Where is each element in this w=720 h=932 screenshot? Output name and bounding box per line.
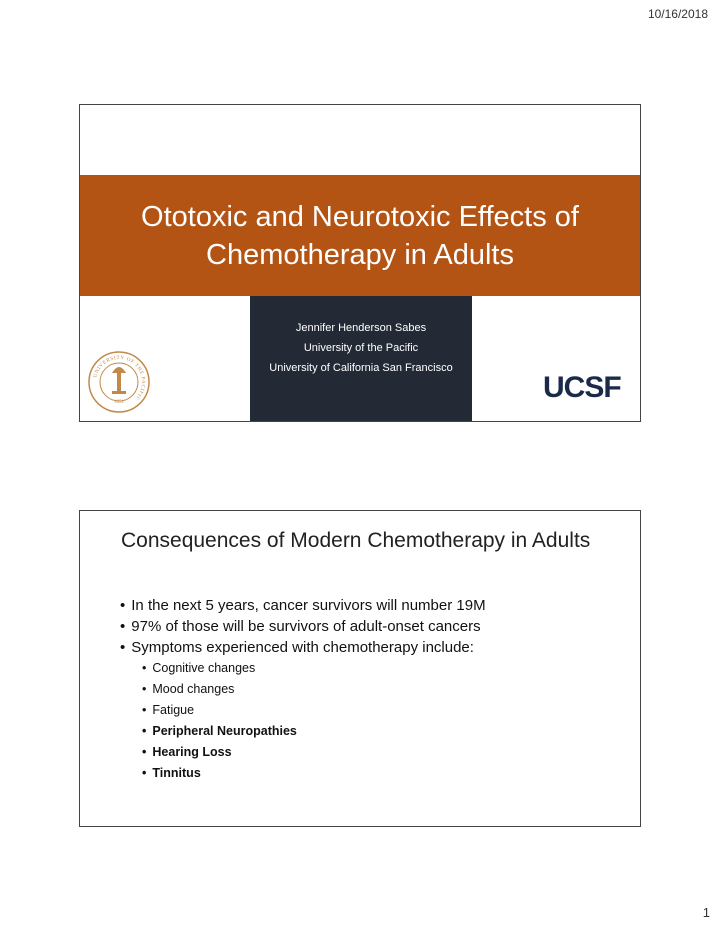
sub-bullet-list xyxy=(120,658,486,784)
slide-title: Ototoxic and Neurotoxic Effects of Chemotherapy in Adults xyxy=(141,200,579,271)
page-number: 1 xyxy=(702,905,710,920)
seal-year: 1851 xyxy=(114,400,124,405)
ucsf-logo-text: UCSF xyxy=(543,371,621,404)
seal-text: UNIVERSITY OF THE PACIFIC xyxy=(92,354,147,402)
ucsf-logo-icon xyxy=(543,367,633,411)
university-seal-icon xyxy=(88,351,150,413)
sub-bullet-item: • Fatigue xyxy=(142,700,486,721)
title-slide xyxy=(79,104,641,422)
author-name: Jennifer Henderson Sabes xyxy=(295,322,427,334)
content-slide xyxy=(79,510,641,827)
bullet-list xyxy=(120,595,486,784)
bullet-item: • 97% of those will be survivors of adult-onset cancers xyxy=(120,616,486,637)
sub-bullet-group xyxy=(120,658,486,784)
bullet-item: • In the next 5 years, cancer survivors will number 19M xyxy=(120,595,486,616)
slide2-title: Consequences of Modern Chemotherapy in Adults xyxy=(121,529,591,552)
affiliation-2: University of California San Francisco xyxy=(269,362,453,374)
sub-bullet-item: • Tinnitus xyxy=(142,763,486,784)
affiliation-1: University of the Pacific xyxy=(303,342,419,354)
sub-bullet-item: • Peripheral Neuropathies xyxy=(142,721,486,742)
title-band xyxy=(80,175,640,296)
page-date: 10/16/2018 xyxy=(647,7,708,21)
sub-bullet-item: • Hearing Loss xyxy=(142,742,486,763)
sub-bullet-item: • Mood changes xyxy=(142,679,486,700)
author-panel xyxy=(250,296,472,422)
bullet-item: • Symptoms experienced with chemotherapy include: xyxy=(120,637,486,658)
sub-bullet-item: • Cognitive changes xyxy=(142,658,486,679)
